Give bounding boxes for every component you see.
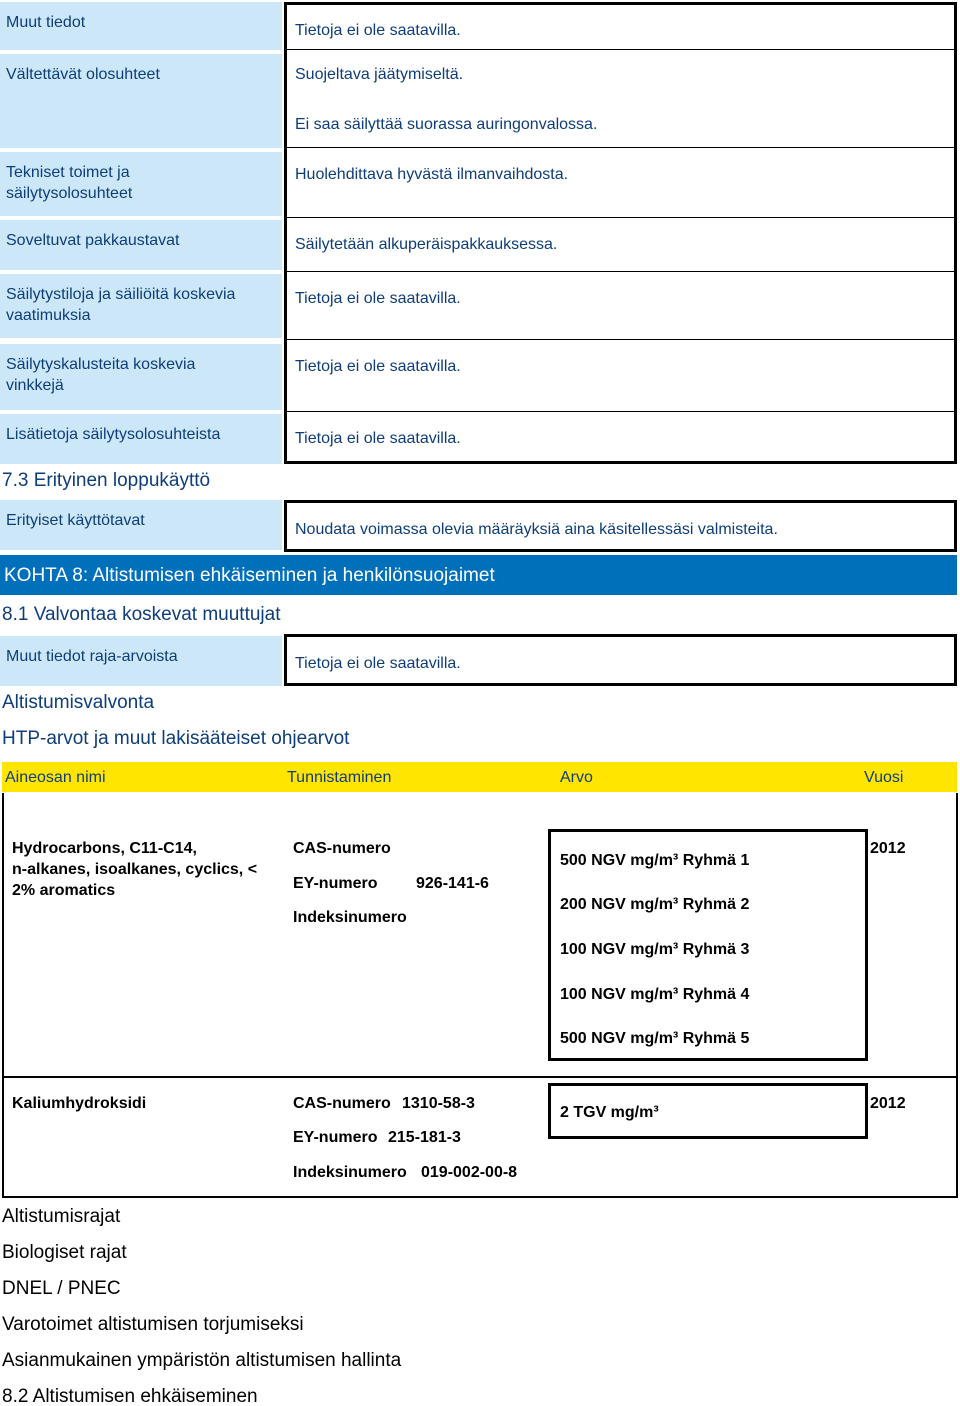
value-avoid-conditions [284,50,957,150]
label-additional-info [0,414,282,464]
label-line-1: Säilytyskalusteita koskevia [6,356,196,373]
limit-value: 100 NGV mg/m³ Ryhmä 4 [560,986,750,1003]
value-packaging [284,218,957,274]
value-special-uses [284,500,957,552]
value-box [548,1083,868,1139]
header-identification: Tunnistaminen [287,769,392,786]
heading-exposure-limits: Altistumisrajat [2,1206,121,1227]
value-text: Tietoja ei ole saatavilla. [295,290,461,307]
limit-value: 200 NGV mg/m³ Ryhmä 2 [560,896,750,913]
header-value: Arvo [560,769,593,786]
label-text: Erityiset käyttötavat [6,512,145,529]
value-line-2: Ei saa säilyttää suorassa auringonvalossa. [295,116,598,133]
substance-name-line-3: 2% aromatics [12,882,116,899]
limit-value: 100 NGV mg/m³ Ryhmä 3 [560,941,750,958]
heading-biological-limits: Biologiset rajat [2,1242,127,1263]
value-storage-rooms [284,272,957,342]
substance-name-line-1: Hydrocarbons, C11-C14, [12,840,197,857]
value-technical-measures [284,148,957,220]
header-year: Vuosi [864,769,904,786]
value-text: Säilytetään alkuperäispakkauksessa. [295,236,558,253]
heading-exposure-control: Altistumisvalvonta [2,692,155,713]
substance-name-line-2: n-alkanes, isoalkanes, cyclics, < [12,861,258,878]
heading-environmental-exposure: Asianmukainen ympäristön altistumisen hallinta [2,1350,402,1371]
label-text: Muut tiedot raja-arvoista [6,648,178,665]
label-line-2: vaatimuksia [6,307,91,324]
id-value-index: 019-002-00-8 [421,1164,518,1181]
heading-htp: HTP-arvot ja muut lakisääteiset ohjearvot [2,728,350,749]
value-storage-equipment [284,340,957,414]
label-packaging [0,220,282,270]
label-line-1: Säilytystiloja ja säiliöitä koskevia [6,286,236,303]
limit-value: 2 TGV mg/m³ [560,1104,659,1121]
value-other-info [284,2,957,52]
heading-7-3: 7.3 Erityinen loppukäyttö [2,470,211,491]
label-line-1: Tekniset toimet ja [6,164,130,181]
header-substance-name: Aineosan nimi [5,769,106,786]
value-box [548,829,868,1061]
id-label-ec: EY-numero [293,1129,378,1146]
heading-precautions: Varotoimet altistumisen torjumiseksi [2,1314,304,1335]
label-technical-measures [0,152,282,216]
label-avoid-conditions [0,54,282,148]
id-label-index: Indeksinumero [293,909,407,926]
label-text: Muut tiedot [6,14,86,31]
value-text: Tietoja ei ole saatavilla. [295,358,461,375]
id-label-index: Indeksinumero [293,1164,407,1181]
value-text: Tietoja ei ole saatavilla. [295,655,461,672]
id-label-ec: EY-numero [293,875,378,892]
substance-name-line-1: Kaliumhydroksidi [12,1095,147,1112]
limit-value: 500 NGV mg/m³ Ryhmä 5 [560,1030,750,1047]
table-header [2,762,957,792]
value-text: Huolehdittava hyvästä ilmanvaihdosta. [295,166,569,183]
id-value-cas: 1310-58-3 [402,1095,475,1112]
label-line-2: säilytysolosuhteet [6,185,133,202]
limit-value: 500 NGV mg/m³ Ryhmä 1 [560,852,750,869]
id-label-cas: CAS-numero [293,840,391,857]
id-value-ec: 215-181-3 [388,1129,461,1146]
id-value-ec: 926-141-6 [416,875,489,892]
value-text: Tietoja ei ole saatavilla. [295,22,461,39]
value-text: Tietoja ei ole saatavilla. [295,430,461,447]
heading-8-2: 8.2 Altistumisen ehkäiseminen [2,1386,258,1406]
label-special-uses [0,500,282,550]
value-line-1: Suojeltava jäätymiseltä. [295,66,464,83]
value-limit-values-info [284,634,957,686]
label-storage-equipment [0,344,282,410]
heading-dnel-pnec: DNEL / PNEC [2,1278,121,1299]
label-line-2: vinkkejä [6,377,64,394]
label-storage-rooms [0,274,282,338]
heading-8-1: 8.1 Valvontaa koskevat muuttujat [2,604,281,625]
table-left-border [2,793,4,1197]
section-8-banner: KOHTA 8: Altistumisen ehkäiseminen ja henkilönsuojaimet [0,555,957,595]
table-right-border [956,793,958,1197]
label-text: Vältettävät olosuhteet [6,66,160,83]
id-label-cas: CAS-numero [293,1095,391,1112]
table-row-divider [2,1076,958,1078]
label-other-info [0,2,282,50]
label-text: Lisätietoja säilytysolosuhteista [6,426,221,443]
value-text: Noudata voimassa olevia määräyksiä aina käsitellessäsi valmisteita. [295,521,778,538]
table-bottom-border [2,1196,958,1198]
year: 2012 [870,1095,906,1112]
label-text: Soveltuvat pakkaustavat [6,232,180,249]
value-additional-info [284,412,957,464]
year: 2012 [870,840,906,857]
label-limit-values-info [0,636,282,686]
